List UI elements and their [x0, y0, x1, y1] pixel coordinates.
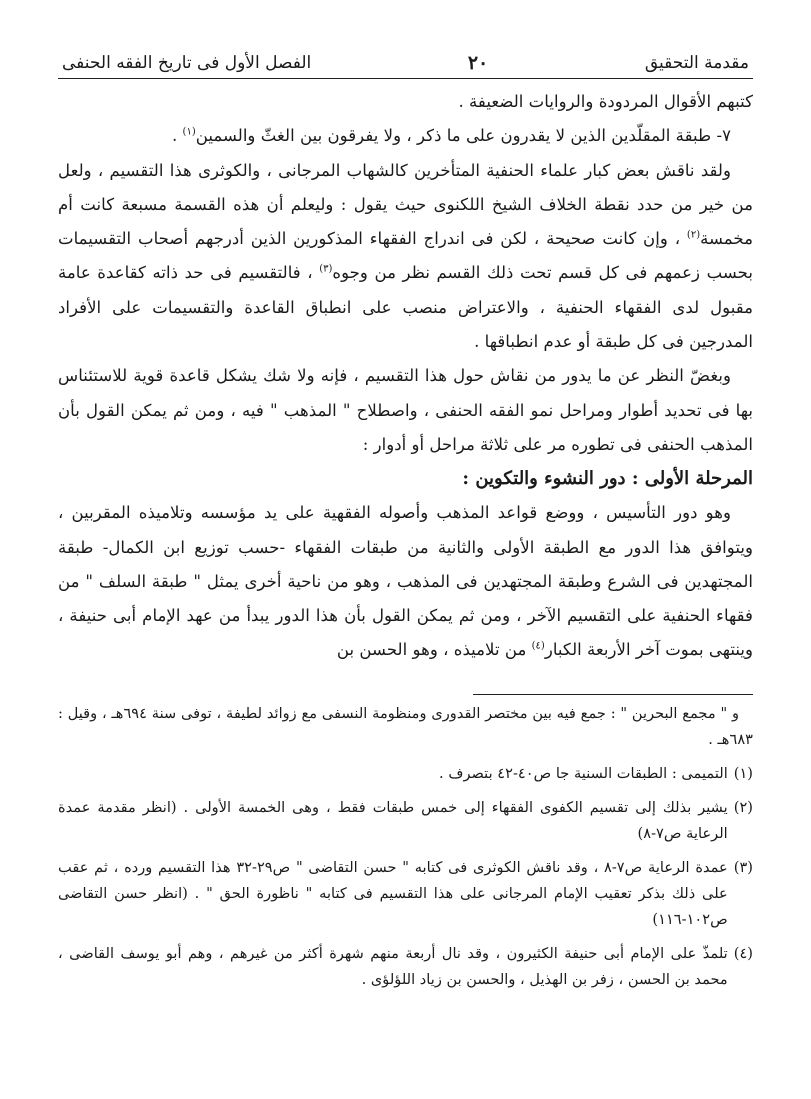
paragraph-5-part-a: وهو دور التأسيس ، ووضع قواعد المذهب وأصوله الفقهية على يد مؤسسه وتلاميذه المقربين ، ويتوافق هذا الدور مع الطبقة الأولى والثانية من طبقات الفقهاء -حسب توزيع ابن الكمال- طبقة المجتهدين فى الشرع وطبقة المجتهدين فى المذهب ، وهو من ناحية أخرى يمثل " طبقة السلف " من فقهاء الحنفية على التقسيم الآخر ، ومن ثم يمكن القول بأن هذا الدور يبدأ من عهد الإمام أبى حنيفة ، وينتهى بموت آخر الأربعة الكبار — [58, 503, 753, 660]
footnote-separator — [473, 694, 753, 695]
footnote-3 — [58, 855, 753, 933]
paragraph-5 — [58, 496, 753, 667]
header-section-title: مقدمة التحقيق — [644, 53, 749, 73]
paragraph-2-end: . — [171, 126, 183, 146]
paragraph-5-part-b: من تلاميذه ، وهو الحسن بن — [336, 640, 532, 660]
footnote-text: التميمى : الطبقات السنية جا ص٤٠-٤٢ بتصرف . — [439, 764, 728, 782]
footnote-text: يشير بذلك إلى تقسيم الكفوى الفقهاء إلى خمس طبقات فقط ، وهى الخمسة الأولى . (انظر مقدمة عمدة الرعاية ص٧-٨) — [58, 798, 728, 842]
paragraph-4: وبغضّ النظر عن ما يدور من نقاش حول هذا التقسيم ، فإنه ولا شك يشكل قاعدة قوية للاستئناس بها فى تحديد أطوار ومراحل نمو الفقه الحنفى ، واصطلاح " المذهب " فيه ، ومن ثم يمكن القول بأن المذهب الحنفى فى تطوره مر على ثلاثة مراحل أو أدوار : — [58, 366, 753, 454]
paragraph-3 — [58, 154, 753, 360]
main-text — [58, 85, 753, 668]
footnote-mark: (٣) — [733, 858, 753, 876]
paragraph-1: كتبهم الأقوال المردودة والروايات الضعيفة . — [458, 92, 753, 111]
paragraph-3-part-a: ولقد ناقش بعض كبار علماء الحنفية المتأخرين كالشهاب المرجانى ، والكوثرى هذا التقسيم ، ولعل من خير من حدد نقطة الخلاف الشيخ اللكنوى حيث يقول : وليعلم أن هذه القسمة مسبعة كانت أم مخمسة — [58, 160, 753, 249]
paragraph-3-part-c: ، فالتقسيم فى حد ذاته كقاعدة عامة مقبول لدى الفقهاء الحنفية ، والاعتراض منصب على انطباق القاعدة والتقسيمات على الأفراد المدرجين فى كل طبقة أو عدم انطباقها . — [58, 263, 753, 352]
footnote-mark: (٢) — [733, 798, 753, 816]
section-heading: المرحلة الأولى : دور النشوء والتكوين : — [462, 468, 753, 490]
footnote-ref-1: (١) — [182, 126, 196, 138]
paragraph-2-text: ٧- طبقة المقلّدين الذين لا يقدرون على ما ذكر ، ولا يفرقون بين الغثّ والسمين — [195, 126, 731, 146]
footnote-2 — [58, 795, 753, 847]
footnote-ref-3: (٣) — [319, 263, 333, 275]
footnote-mark: (١) — [733, 764, 753, 782]
paragraph-2 — [58, 119, 753, 153]
paragraph-3-part-b: ، وإن كانت صحيحة ، لكن فى اندراج الفقهاء المذكورين الذين أدرجهم أصحاب التقسيمات بحسب زعمهم فى كل قسم تحت ذلك القسم نظر من وجوه — [58, 229, 753, 283]
footnote-4 — [58, 941, 753, 993]
footnotes — [58, 701, 753, 993]
footnote-mark: (٤) — [733, 944, 753, 962]
footnote-text: تلمذّ على الإمام أبى حنيفة الكثيرون ، وقد نال أربعة منهم شهرة أكثر من غيرهم ، وهم أبو يوسف القاضى ، محمد بن الحسن ، زفر بن الهذيل ، والحسن بن زياد اللؤلؤى . — [58, 944, 728, 988]
footnote-carryover: و " مجمع البحرين " : جمع فيه بين مختصر القدورى ومنظومة النسفى مع زوائد لطيفة ، توفى سنة ٦٩٤هـ ، وقيل : ٦٨٣هـ . — [58, 704, 753, 748]
footnote-text: عمدة الرعاية ص٧-٨ ، وقد ناقش الكوثرى فى كتابه " حسن التقاضى " ص٢٩-٣٢ هذا التقسيم ورده ، ثم عقب على ذلك بذكر تعقيب الإمام المرجانى على هذا التقسيم فى كتابه " ناظورة الحق " . (انظر حسن التقاضى ص١٠٢-١١٦) — [58, 858, 728, 928]
header-chapter-title: الفصل الأول فى تاريخ الفقه الحنفى — [62, 53, 312, 73]
running-header — [58, 52, 753, 79]
footnote-1 — [58, 761, 753, 787]
page-number: ٢٠ — [467, 52, 489, 74]
footnote-ref-2: (٢) — [686, 229, 701, 241]
footnote-ref-4: (٤) — [531, 640, 545, 652]
